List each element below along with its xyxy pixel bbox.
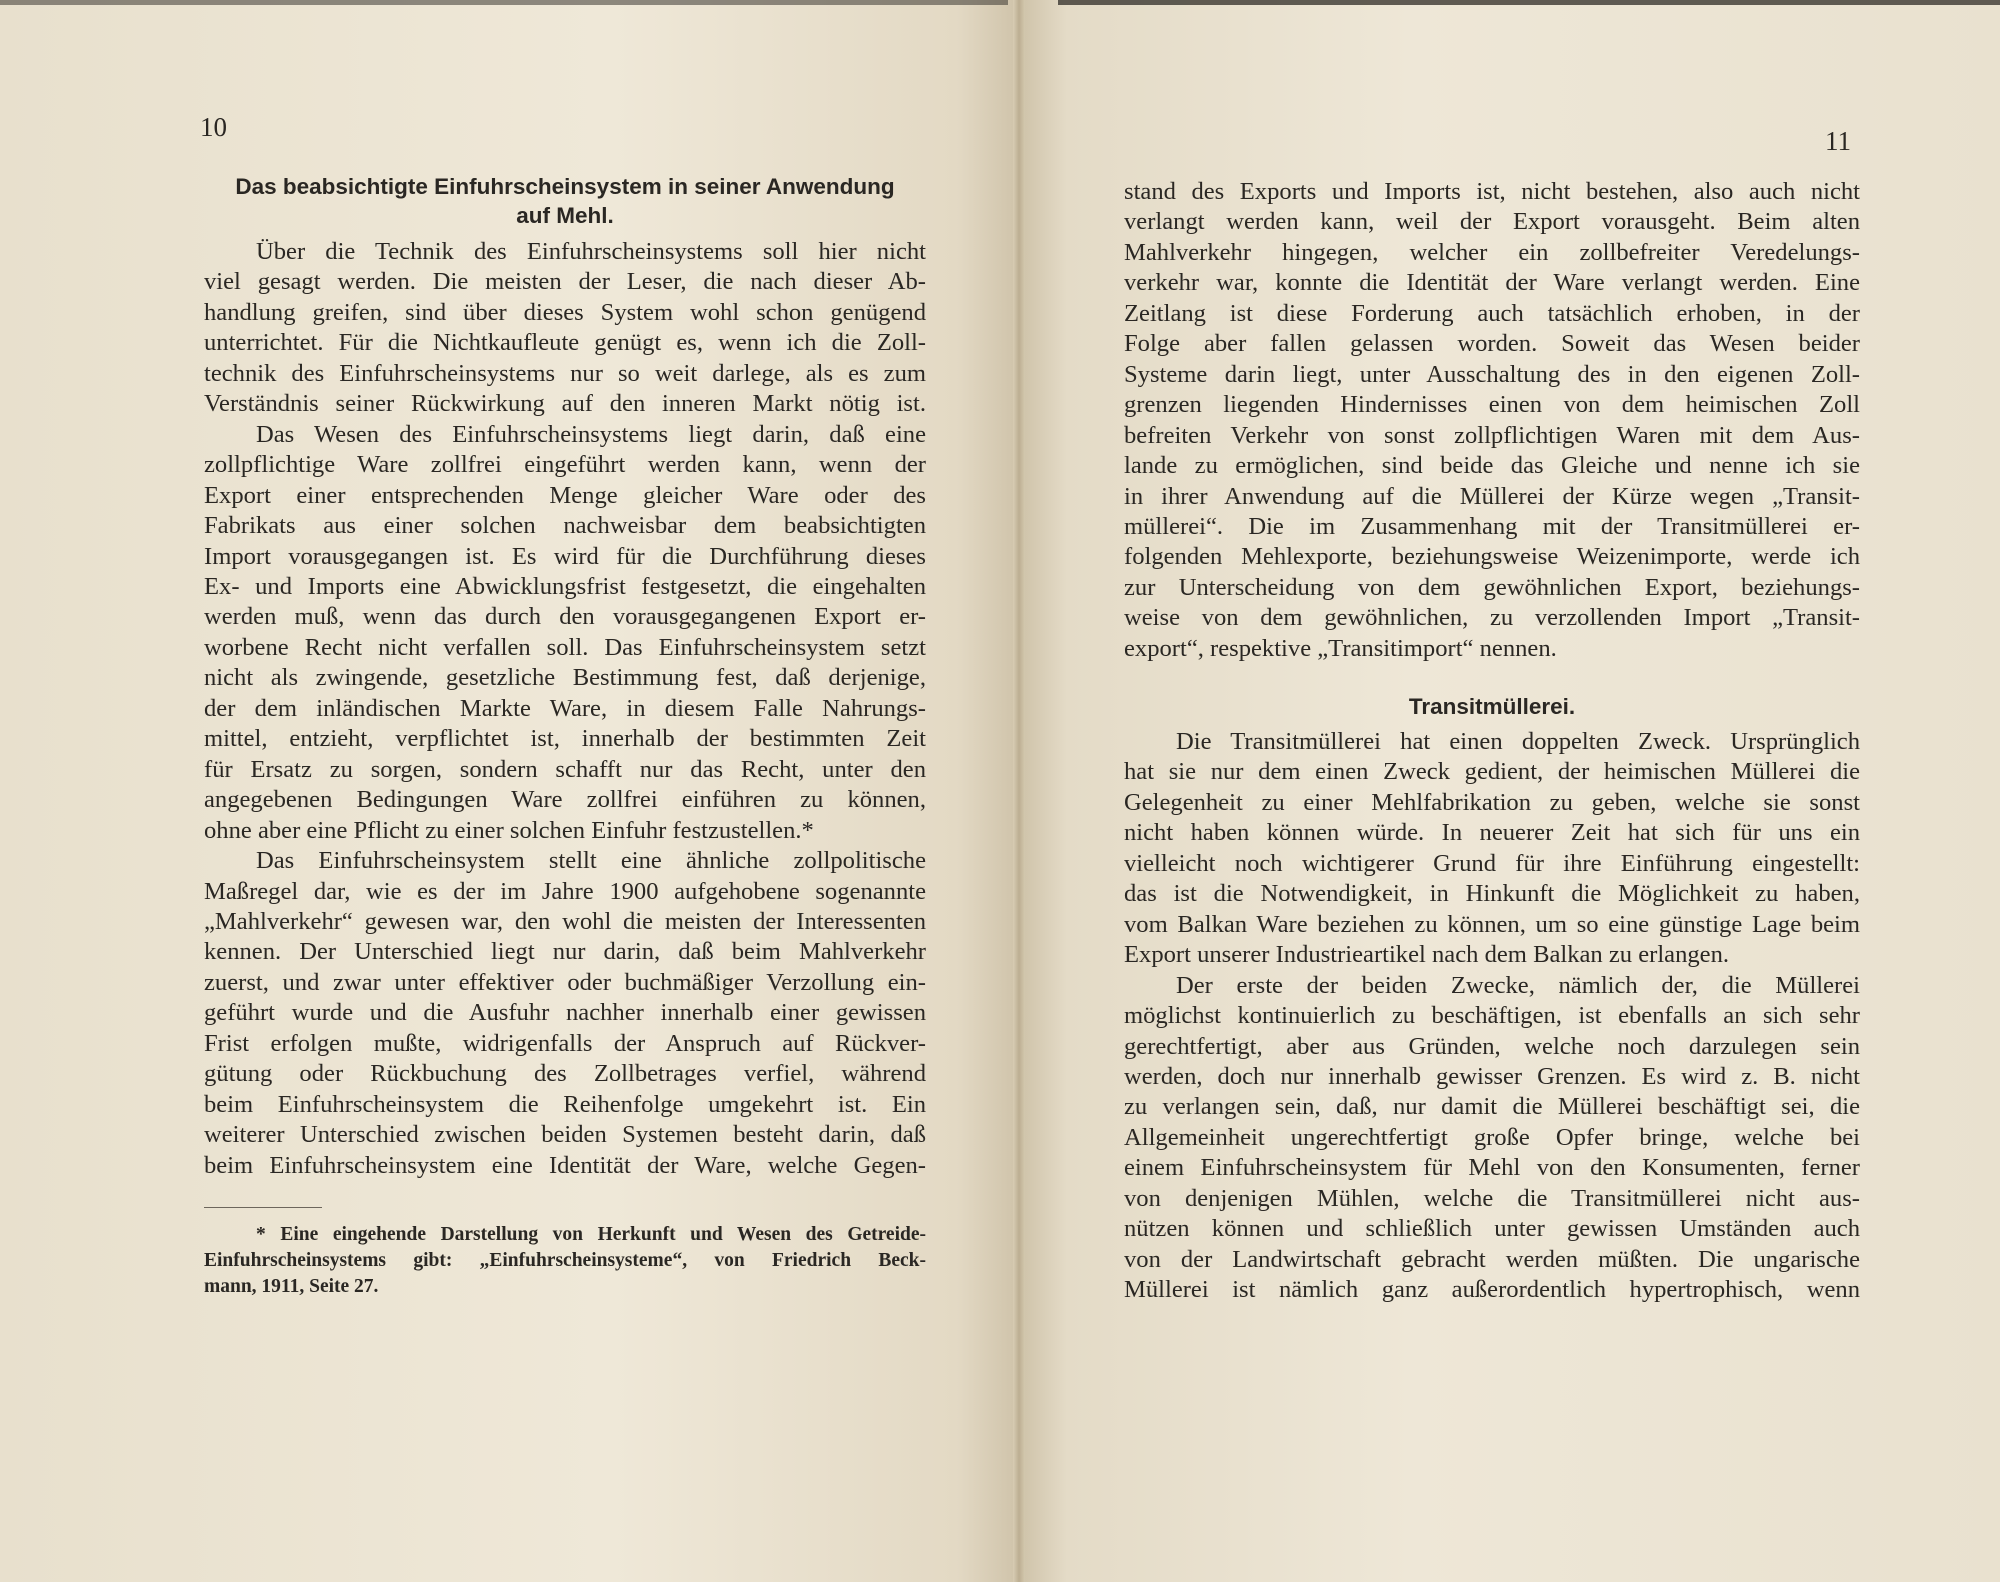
heading-line: Das beabsichtigte Einfuhrscheinsystem in seiner Anwendung [235, 174, 895, 199]
text-line: kennen. Der Unterschied liegt nur darin, daß beim Mahlverkehr [204, 938, 926, 966]
text-line: Folge aber fallen gelassen worden. Soweit das Wesen beider [1124, 330, 1860, 358]
text-line: befreiten Verkehr von sonst zollpflichtigen Waren mit dem Aus- [1124, 421, 1860, 449]
paragraph [204, 237, 926, 420]
text-line: werden muß, wenn das durch den vorausgegangenen Export er- [204, 603, 926, 631]
chapter-heading [204, 172, 926, 230]
text-line: nicht haben können würde. In neuerer Zeit hat sich für uns ein [1124, 819, 1860, 847]
text-line: von denjenigen Mühlen, welche die Transitmüllerei nicht aus- [1124, 1184, 1860, 1212]
text-line: weise von dem gewöhnlichen, zu verzollenden Import „Transit- [1124, 604, 1860, 632]
text-line: Frist erfolgen mußte, widrigenfalls der Anspruch auf Rückver- [204, 1029, 926, 1057]
left-body-text [204, 237, 926, 1181]
text-line: für Ersatz zu sorgen, sondern schafft nur das Recht, unter den [204, 755, 926, 783]
text-line: vielleicht noch wichtigerer Grund für ihre Einführung eingestellt: [1124, 849, 1860, 877]
text-line: gütung oder Rückbuchung des Zollbetrages verfiel, während [204, 1060, 926, 1088]
text-line: in ihrer Anwendung auf die Müllerei der Kürze wegen „Transit- [1124, 482, 1860, 510]
text-line: angegebenen Bedingungen Ware zollfrei einführen zu können, [204, 786, 926, 814]
text-line: zu verlangen sein, daß, nur damit die Müllerei beschäftigt sei, die [1124, 1093, 1860, 1121]
text-line: zuerst, und zwar unter effektiver oder buchmäßiger Verzollung ein- [204, 968, 926, 996]
top-edge-shadow [1058, 0, 2000, 5]
text-line: weiterer Unterschied zwischen beiden Systemen besteht darin, daß [204, 1121, 926, 1149]
text-line: Der erste der beiden Zwecke, nämlich der, die Müllerei [1176, 971, 1860, 999]
paragraph [204, 420, 926, 846]
text-line: verlangt werden kann, weil der Export vorausgeht. Beim alten [1124, 208, 1860, 236]
text-line: ohne aber eine Pflicht zu einer solchen Einfuhr festzustellen.* [204, 816, 814, 844]
text-line: möglichst kontinuierlich zu beschäftigen, ist ebenfalls an sich sehr [1124, 1002, 1860, 1030]
paragraph [1124, 971, 1860, 1306]
text-line: export“, respektive „Transitimport“ nennen. [1124, 634, 1557, 662]
text-line: handlung greifen, sind über dieses System wohl schon genügend [204, 298, 926, 326]
heading-line: auf Mehl. [516, 203, 614, 228]
book-gutter [1013, 0, 1025, 1582]
text-line: nicht als zwingende, gesetzliche Bestimmung fest, daß derjenige, [204, 664, 926, 692]
text-line: von der Landwirtschaft gebracht werden müßten. Die ungarische [1124, 1245, 1860, 1273]
footnote-rule [204, 1207, 322, 1208]
text-line: müllerei“. Die im Zusammenhang mit der Transitmüllerei er- [1124, 512, 1860, 540]
text-line: Allgemeinheit ungerechtfertigt große Opfer bringe, welche bei [1124, 1123, 1860, 1151]
text-line: gerechtfertigt, aber aus Gründen, welche noch darzulegen sein [1124, 1032, 1860, 1060]
text-line: nützen können und schließlich unter gewissen Umständen auch [1124, 1215, 1860, 1243]
text-line: zur Unterscheidung von dem gewöhnlichen Export, beziehungs- [1124, 573, 1860, 601]
text-line: Über die Technik des Einfuhrscheinsystems soll hier nicht [256, 238, 926, 265]
text-line: folgenden Mehlexporte, beziehungsweise Weizenimporte, werde ich [1124, 543, 1860, 571]
text-line: Export einer entsprechenden Menge gleicher Ware oder des [204, 481, 926, 509]
text-line: hat sie nur dem einen Zweck gedient, der heimischen Müllerei die [1124, 758, 1860, 786]
text-line: Verständnis seiner Rückwirkung auf den inneren Markt nötig ist. [204, 390, 926, 418]
text-line: das ist die Notwendigkeit, in Hinkunft die Möglichkeit zu haben, [1124, 880, 1860, 908]
text-line: unterrichtet. Für die Nichtkaufleute genügt es, wenn ich die Zoll- [204, 329, 926, 357]
text-line: der dem inländischen Markte Ware, in diesem Falle Nahrungs- [204, 694, 926, 722]
text-line: grenzen liegenden Hindernisses einen von dem heimischen Zoll [1124, 391, 1860, 419]
text-line: Müllerei ist nämlich ganz außerordentlich hypertrophisch, wenn [1124, 1276, 1860, 1304]
text-line: Das Wesen des Einfuhrscheinsystems liegt darin, daß eine [256, 420, 926, 448]
text-line: stand des Exports und Imports ist, nicht bestehen, also auch nicht [1124, 178, 1860, 205]
text-line: Import vorausgegangen ist. Es wird für die Durchführung dieses [204, 542, 926, 570]
text-line: Mahlverkehr hingegen, welcher ein zollbefreiter Veredelungs- [1124, 238, 1860, 266]
text-line: „Mahlverkehr“ gewesen war, den wohl die meisten der Interessenten [204, 907, 926, 935]
text-line: worbene Recht nicht verfallen soll. Das Einfuhrscheinsystem setzt [204, 633, 926, 661]
text-line: viel gesagt werden. Die meisten der Leser, die nach dieser Ab- [204, 268, 926, 296]
page-number-left: 10 [200, 112, 227, 142]
top-edge-shadow [0, 0, 1008, 5]
footnote-line: Einfuhrscheinsystems gibt: „Einfuhrscheinsysteme“, von Friedrich Beck- [204, 1250, 926, 1271]
text-line: verkehr war, konnte die Identität der Ware verlangt werden. Eine [1124, 269, 1860, 297]
footnote-line: mann, 1911, Seite 27. [204, 1276, 379, 1297]
section-heading: Transitmüllerei. [1408, 694, 1576, 719]
text-line: Ex- und Imports eine Abwicklungsfrist festgesetzt, die eingehalten [204, 572, 926, 600]
text-line: lande zu ermöglichen, sind beide das Gleiche und nenne ich sie [1124, 452, 1860, 480]
text-line: Fabrikats aus einer solchen nachweisbar dem beabsichtigten [204, 512, 926, 540]
text-line: mittel, entzieht, verpflichtet ist, innerhalb der bestimmten Zeit [204, 725, 926, 753]
paragraph [204, 846, 926, 1181]
text-line: Gelegenheit zu einer Mehlfabrikation zu geben, welche sie sonst [1124, 788, 1860, 816]
text-line: zollpflichtige Ware zollfrei eingeführt werden kann, wenn der [204, 451, 926, 479]
text-line: Das Einfuhrscheinsystem stellt eine ähnliche zollpolitische [256, 847, 926, 875]
right-page [1018, 0, 2000, 1582]
right-body-text-continued [1124, 727, 1860, 1306]
footnote-line: * Eine eingehende Darstellung von Herkunft und Wesen des Getreide- [256, 1224, 926, 1245]
text-line: beim Einfuhrscheinsystem eine Identität der Ware, welche Gegen- [204, 1151, 926, 1179]
paragraph [1124, 727, 1860, 971]
text-line: vom Balkan Ware beziehen zu können, um so eine günstige Lage beim [1124, 910, 1860, 938]
page-number-right: 11 [1825, 126, 1851, 156]
text-line: Maßregel dar, wie es der im Jahre 1900 aufgehobene sogenannte [204, 877, 926, 905]
text-line: technik des Einfuhrscheinsystems nur so weit darlege, als es zum [204, 359, 926, 387]
text-line: geführt wurde und die Ausfuhr nachher innerhalb einer gewissen [204, 999, 926, 1027]
text-line: Export unserer Industrieartikel nach dem Balkan zu erlangen. [1124, 941, 1730, 969]
text-line: einem Einfuhrscheinsystem für Mehl von den Konsumenten, ferner [1124, 1154, 1860, 1182]
text-line: werden, doch nur innerhalb gewisser Grenzen. Es wird z. B. nicht [1124, 1062, 1860, 1090]
text-line: beim Einfuhrscheinsystem die Reihenfolge umgekehrt ist. Ein [204, 1090, 926, 1118]
right-body-text [1124, 177, 1860, 664]
text-line: Systeme darin liegt, unter Ausschaltung des in den eigenen Zoll- [1124, 360, 1860, 388]
paragraph [1124, 177, 1860, 664]
footnote [204, 1222, 926, 1300]
text-line: Die Transitmüllerei hat einen doppelten Zweck. Ursprünglich [1176, 728, 1860, 755]
text-line: Zeitlang ist diese Forderung auch tatsächlich erhoben, in der [1124, 299, 1860, 327]
